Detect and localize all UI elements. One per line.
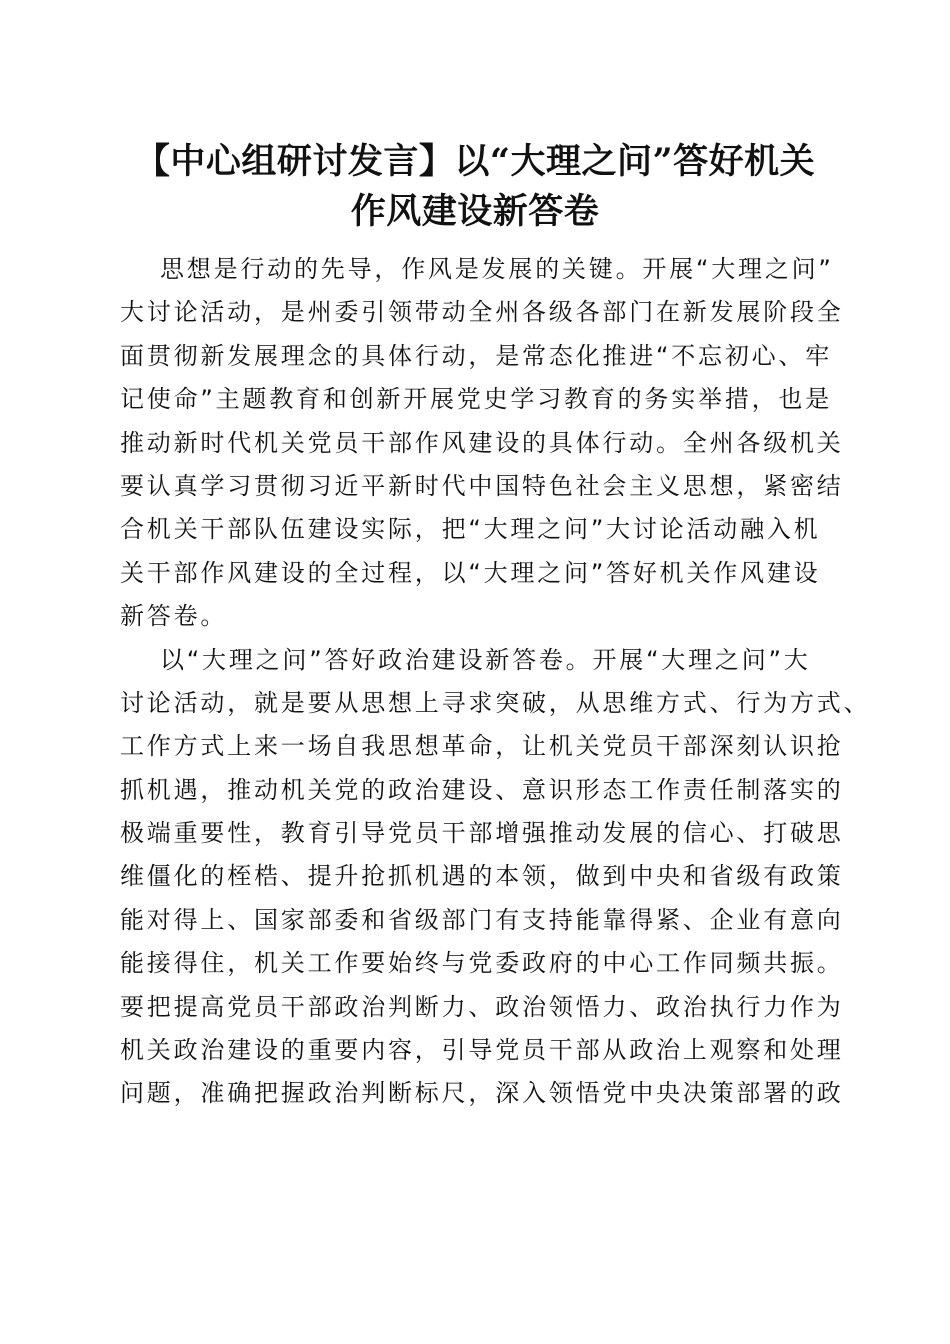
- text-line: 维僵化的桎梏、提升抢抓机遇的本领，做到中央和省级有政策: [120, 862, 844, 891]
- text-line: 推动新时代机关党员干部作风建设的具体行动。全州各级机关: [120, 428, 844, 457]
- text-line: 工作方式上来一场自我思想革命，让机关党员干部深刻认识抢: [120, 732, 844, 761]
- text-line: 讨论活动，就是要从思想上寻求突破，从思维方式、行为方式、: [120, 688, 871, 717]
- title-line-1: 【中心组研讨发言】以“大理之问”答好机关: [134, 141, 816, 182]
- text-line: 以“大理之问”答好政治建设新答卷。开展“大理之问”大: [160, 645, 811, 674]
- text-line: 抓机遇，推动机关党的政治建设、意识形态工作责任制落实的: [120, 775, 844, 804]
- text-line: 面贯彻新发展理念的具体行动，是常态化推进“不忘初心、牢: [120, 341, 833, 370]
- paragraph-2: [120, 639, 871, 1116]
- text-line: 关干部作风建设的全过程，以“大理之问”答好机关作风建设: [120, 558, 821, 587]
- text-line: 合机关干部队伍建设实际，把“大理之问”大讨论活动融入机: [120, 515, 821, 544]
- page-title: [100, 137, 850, 237]
- text-line: 大讨论活动，是州委引领带动全州各级各部门在新发展阶段全: [120, 298, 844, 327]
- text-line: 问题，准确把握政治判断标尺，深入领悟党中央决策部署的政: [120, 1079, 844, 1108]
- text-line: 要认真学习贯彻习近平新时代中国特色社会主义思想，紧密结: [120, 471, 844, 500]
- text-line: 能对得上、国家部委和省级部门有支持能靠得紧、企业有意向: [120, 905, 844, 934]
- text-line: 机关政治建设的重要内容，引导党员干部从政治上观察和处理: [120, 1036, 844, 1065]
- text-line: 记使命”主题教育和创新开展党史学习教育的务实举措，也是: [120, 385, 833, 414]
- document-body: [120, 248, 871, 1116]
- paragraph-1: [120, 248, 844, 639]
- text-line: 极端重要性，教育引导党员干部增强推动发展的信心、打破思: [120, 819, 844, 848]
- text-line: 要把提高党员干部政治判断力、政治领悟力、政治执行力作为: [120, 992, 844, 1021]
- title-line-2: 作风建设新答卷: [350, 191, 600, 232]
- text-line: 能接得住，机关工作要始终与党委政府的中心工作同频共振。: [120, 949, 844, 978]
- text-line: 思想是行动的先导，作风是发展的关键。开展“大理之问”: [160, 255, 834, 283]
- text-line: 新答卷。: [120, 602, 228, 631]
